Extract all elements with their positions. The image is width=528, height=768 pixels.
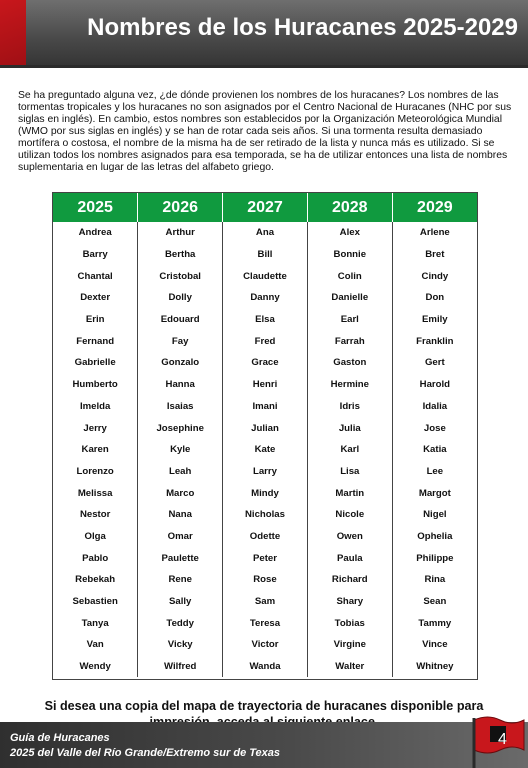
hurricane-name-cell: Nigel <box>423 509 447 521</box>
header-bottom-line <box>0 65 528 68</box>
hurricane-name-cell: Peter <box>223 547 308 569</box>
hurricane-name-cell: Cristobal <box>138 265 223 287</box>
table-row <box>53 287 477 309</box>
hurricane-name-cell: Elsa <box>223 309 308 331</box>
table-row <box>53 634 477 656</box>
footer-guide-line1: Guía de Huracanes <box>10 732 110 744</box>
hurricane-name-cell: Karen <box>53 439 138 461</box>
hurricane-name-cell: Lee <box>426 465 444 477</box>
hurricane-name-cell: Kyle <box>138 439 223 461</box>
table-row <box>53 222 477 244</box>
hurricane-name-cell: Whitney <box>416 661 454 673</box>
table-row <box>53 547 477 569</box>
hurricane-name-cell: Sam <box>223 591 308 613</box>
hurricane-name-cell: Nana <box>138 504 223 526</box>
hurricane-name-cell: Lorenzo <box>53 461 138 483</box>
hurricane-name-cell: Karl <box>307 439 392 461</box>
hurricane-name-cell: Paula <box>307 547 392 569</box>
hurricane-name-cell: Julian <box>223 417 308 439</box>
hurricane-name-cell: Jerry <box>53 417 138 439</box>
hurricane-name-cell: Emily <box>422 314 448 326</box>
hurricane-names-table-container <box>52 192 478 680</box>
table-row <box>53 265 477 287</box>
hurricane-name-cell: Teresa <box>223 612 308 634</box>
table-row <box>53 591 477 613</box>
hurricane-name-cell: Earl <box>307 309 392 331</box>
hurricane-name-cell: Shary <box>307 591 392 613</box>
hurricane-name-cell: Alex <box>307 222 392 244</box>
table-header-row <box>53 193 477 222</box>
hurricane-name-cell: Gaston <box>307 352 392 374</box>
hurricane-name-cell: Farrah <box>307 330 392 352</box>
hurricane-name-cell: Danielle <box>307 287 392 309</box>
table-row <box>53 244 477 266</box>
hurricane-name-cell: Josephine <box>138 417 223 439</box>
table-row <box>53 330 477 352</box>
hurricane-name-cell: Harold <box>419 379 451 391</box>
hurricane-name-cell: Teddy <box>138 612 223 634</box>
year-header: 2027 <box>223 193 308 222</box>
hurricane-name-cell: Paulette <box>138 547 223 569</box>
page-title: Nombres de los Huracanes 2025-2029 <box>87 14 518 41</box>
hurricane-name-cell: Tobias <box>307 612 392 634</box>
hurricane-name-cell: Barry <box>53 244 138 266</box>
table-row <box>53 569 477 591</box>
hurricane-name-cell: Edouard <box>138 309 223 331</box>
hurricane-name-cell: Dexter <box>53 287 138 309</box>
hurricane-name-cell: Bertha <box>138 244 223 266</box>
hurricane-name-cell: Katia <box>423 444 447 456</box>
hurricane-name-cell: Rene <box>138 569 223 591</box>
year-header: 2025 <box>53 193 138 222</box>
hurricane-name-cell: Kate <box>223 439 308 461</box>
hurricane-name-cell: Colin <box>307 265 392 287</box>
table-row <box>53 439 477 461</box>
hurricane-name-cell: Fernand <box>53 330 138 352</box>
hurricane-name-cell: Odette <box>223 526 308 548</box>
hurricane-name-cell: Leah <box>138 461 223 483</box>
header-red-strip <box>0 0 26 68</box>
hurricane-name-cell: Bill <box>223 244 308 266</box>
hurricane-name-cell: Cindy <box>421 270 449 282</box>
table-row <box>53 396 477 418</box>
footer-bar <box>0 722 528 768</box>
hurricane-name-cell: Sally <box>138 591 223 613</box>
hurricane-name-cell: Chantal <box>53 265 138 287</box>
footer-guide-line2: 2025 del Valle del Río Grande/Extremo sur de Texas <box>10 747 281 759</box>
hurricane-name-cell: Julia <box>307 417 392 439</box>
hurricane-name-cell: Fay <box>138 330 223 352</box>
table-body <box>53 222 477 677</box>
hurricane-name-cell: Gabrielle <box>53 352 138 374</box>
hurricane-name-cell: Arlene <box>419 227 450 239</box>
hurricane-name-cell: Henri <box>223 374 308 396</box>
table-row <box>53 309 477 331</box>
hurricane-name-cell: Arthur <box>138 222 223 244</box>
hurricane-name-cell: Ana <box>223 222 308 244</box>
hurricane-name-cell: Rebekah <box>53 569 138 591</box>
table-row <box>53 461 477 483</box>
hurricane-name-cell: Hanna <box>138 374 223 396</box>
hurricane-name-cell: Andrea <box>53 222 138 244</box>
hurricane-name-cell: Nestor <box>53 504 138 526</box>
hurricane-name-cell: Nicole <box>307 504 392 526</box>
hurricane-name-cell: Rina <box>424 574 446 586</box>
hurricane-name-cell: Virgine <box>307 634 392 656</box>
footer-guide-title <box>10 731 280 761</box>
hurricane-name-cell: Mindy <box>223 482 308 504</box>
page-number: 4 <box>498 731 507 748</box>
hurricane-name-cell: Owen <box>307 526 392 548</box>
hurricane-name-cell: Franklin <box>416 335 454 347</box>
hurricane-name-cell: Bonnie <box>307 244 392 266</box>
year-header: 2029 <box>392 193 477 222</box>
hurricane-name-cell: Don <box>425 292 445 304</box>
hurricane-name-cell: Nicholas <box>223 504 308 526</box>
table-row <box>53 526 477 548</box>
hurricane-name-cell: Gonzalo <box>138 352 223 374</box>
year-header: 2028 <box>307 193 392 222</box>
hurricane-name-cell: Tanya <box>53 612 138 634</box>
table-row <box>53 656 477 678</box>
table-row <box>53 352 477 374</box>
hurricane-name-cell: Imani <box>223 396 308 418</box>
hurricane-name-cell: Idris <box>307 396 392 418</box>
map-note-text: Si desea una copia del mapa de trayectoria de huracanes disponible para <box>44 698 484 713</box>
hurricane-name-cell: Tammy <box>418 617 452 629</box>
hurricane-name-cell: Imelda <box>53 396 138 418</box>
hurricane-name-cell: Walter <box>307 656 392 678</box>
hurricane-name-cell: Olga <box>53 526 138 548</box>
hurricane-name-cell: Victor <box>223 634 308 656</box>
hurricane-name-cell: Lisa <box>307 461 392 483</box>
hurricane-name-cell: Pablo <box>53 547 138 569</box>
hurricane-name-cell: Erin <box>53 309 138 331</box>
hurricane-name-cell: Vince <box>422 639 448 651</box>
hurricane-name-cell: Hermine <box>307 374 392 396</box>
hurricane-name-cell: Marco <box>138 482 223 504</box>
hurricane-name-cell: Wanda <box>223 656 308 678</box>
hurricane-name-cell: Philippe <box>416 552 454 564</box>
hurricane-name-cell: Dolly <box>138 287 223 309</box>
hurricane-name-cell: Vicky <box>138 634 223 656</box>
hurricane-name-cell: Wendy <box>53 656 138 678</box>
hurricane-name-cell: Melissa <box>53 482 138 504</box>
hurricane-name-cell: Bret <box>425 249 445 261</box>
hurricane-name-cell: Grace <box>223 352 308 374</box>
hurricane-name-cell: Richard <box>307 569 392 591</box>
hurricane-name-cell: Danny <box>223 287 308 309</box>
table-row <box>53 504 477 526</box>
hurricane-name-cell: Martin <box>307 482 392 504</box>
hurricane-names-table <box>53 193 477 677</box>
hurricane-name-cell: Van <box>53 634 138 656</box>
hurricane-name-cell: Fred <box>223 330 308 352</box>
table-row <box>53 612 477 634</box>
table-row <box>53 374 477 396</box>
hurricane-name-cell: Isaias <box>138 396 223 418</box>
hurricane-name-cell: Omar <box>138 526 223 548</box>
intro-paragraph: Se ha preguntado alguna vez, ¿de dónde provienen los nombres de los huracanes? Los nombres de las tormentas tropicales y los huracanes no son asignados por el Centro Nacional de Huracanes (NHC por sus siglas en inglés). En cambio, estos nombres son establecidos por la Organización Meteorológica Mundial (WMO por sus siglas en inglés) y se han de rotar cada seis años. Si una tormenta resulta demasiado mortífera o costosa, el nombre de la misma ha de ser retirado de la lista y nunca más es utilizado. Si se utilizan todos los nombres asignados para esa temporada, se ha de utilizar entonces una lista de nombres suplementaria en lugar de las letras del alfabeto griego. <box>18 90 512 173</box>
table-row <box>53 417 477 439</box>
page-header <box>0 0 528 68</box>
hurricane-name-cell: Humberto <box>53 374 138 396</box>
hurricane-name-cell: Sebastien <box>53 591 138 613</box>
hurricane-name-cell: Ophelia <box>417 530 453 542</box>
hurricane-name-cell: Rose <box>223 569 308 591</box>
hurricane-name-cell: Sean <box>423 596 447 608</box>
hurricane-name-cell: Wilfred <box>138 656 223 678</box>
hurricane-name-cell: Margot <box>418 487 451 499</box>
hurricane-name-cell: Claudette <box>223 265 308 287</box>
hurricane-name-cell: Jose <box>423 422 446 434</box>
hurricane-name-cell: Larry <box>223 461 308 483</box>
hurricane-name-cell: Gert <box>424 357 445 369</box>
year-header: 2026 <box>138 193 223 222</box>
hurricane-flag-icon <box>468 712 526 768</box>
hurricane-name-cell: Idalia <box>422 400 448 412</box>
table-row <box>53 482 477 504</box>
